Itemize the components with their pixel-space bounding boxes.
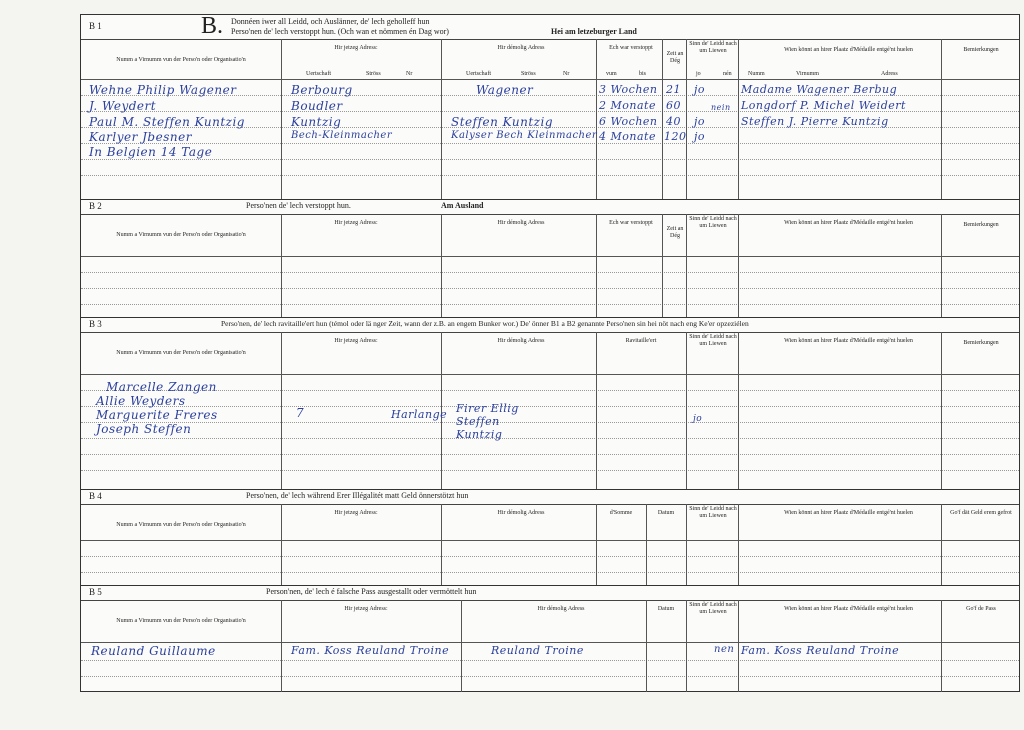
- section-b3: [81, 317, 1019, 490]
- b3-name-3: Marguerite Freres: [96, 408, 218, 422]
- b1-name-1: Wehne Philip Wagener: [89, 83, 237, 97]
- section-id: B 2: [89, 201, 102, 211]
- section-id: B 3: [89, 319, 102, 329]
- section-b1: [81, 15, 1019, 199]
- section-note: Hei am letzeburger Land: [551, 27, 637, 36]
- col-sinn: Sinn de' Leidd nach um Liewen: [689, 41, 737, 54]
- col-rav: Ravitaille'ert: [625, 338, 657, 344]
- b3-adr2: Firer Ellig Steffen Kuntzig: [456, 402, 519, 441]
- col-name: Numm a Virnumm vun der Perso'n oder Organisatio'n: [116, 350, 246, 356]
- col-name: Numm a Virnumm vun der Perso'n oder Organisatio'n: [116, 232, 246, 238]
- section-b2: [81, 199, 1019, 318]
- b5-name: Reuland Guillaume: [91, 644, 216, 658]
- b1-medal-2: Longdorf P. Michel Weidert: [741, 99, 906, 112]
- sub-jo: jo: [696, 71, 701, 77]
- col-somme: d'Somme: [609, 510, 633, 516]
- col-now: Hir jetzeg Adress:: [334, 220, 378, 226]
- b1-days-3: 40: [666, 115, 681, 128]
- col-medal: Wien könnt an hirer Plaatz d'Médaille entgé'nt huelen: [784, 606, 913, 612]
- b1-adr-2: Boudler: [291, 99, 343, 113]
- b1-hid-2: 2 Monate: [599, 99, 656, 112]
- col-pass: Go'f de Pass: [966, 606, 996, 612]
- sub-str2: Ströss: [521, 71, 536, 77]
- sub-numm: Numm: [748, 71, 765, 77]
- section-title: Person'nen, de' lech é falsche Pass ausgestallt oder vermöttelt hun: [266, 587, 477, 596]
- col-now: Hir jetzeg Adress:: [334, 45, 378, 51]
- b1-adr-1: Berbourg: [291, 83, 353, 97]
- col-sinn: Sinn de' Leidd nach um Liewen: [689, 602, 737, 615]
- section-id: B 1: [89, 21, 102, 31]
- col-name: Numm a Virnumm vun der Perso'n oder Organisatio'n: [116, 522, 246, 528]
- b1-alive-3: jo: [694, 115, 706, 128]
- col-rem: Bemierkungen: [963, 340, 999, 346]
- col-sinn: Sinn de' Leidd nach um Liewen: [689, 334, 737, 347]
- col-zeit: Zeit an Dég: [666, 226, 684, 239]
- b1-old-4: Kalyser Bech Kleinmacher: [451, 130, 598, 141]
- b1-alive-1: jo: [694, 83, 706, 96]
- b1-adr-3: Kuntzig: [291, 115, 342, 129]
- b1-days-2: 60: [666, 99, 681, 112]
- b3-jo: jo: [693, 414, 703, 424]
- col-hid: Ech war verstoppt: [609, 45, 653, 51]
- col-now: Hir jetzeg Adress:: [334, 510, 378, 516]
- sub-adr: Adress: [881, 71, 898, 77]
- section-b4: [81, 489, 1019, 586]
- col-old: Hir démolig Adress: [497, 45, 545, 51]
- col-rem: Bemierkungen: [963, 222, 999, 228]
- b1-hid-3: 6 Wochen: [599, 115, 658, 128]
- section-title: Perso'nen, de' lech während Erer Illégalitét matt Geld önnerstötzt hun: [246, 491, 469, 500]
- sub-ort2: Uertschaft: [466, 71, 491, 77]
- b5-old: Reuland Troine: [491, 644, 584, 657]
- section-title: Perso'nen de' lech verstoppt hun.: [246, 201, 351, 210]
- col-sinn: Sinn de' Leidd nach um Liewen: [689, 216, 737, 229]
- col-medal: Wien könnt an hirer Plaatz d'Médaille entgé'nt huelen: [784, 510, 913, 516]
- col-sinn: Sinn de' Leidd nach um Liewen: [689, 506, 737, 519]
- col-geld: Go'f dät Geld erem gefrot: [950, 510, 1012, 516]
- col-hid: Ech war verstoppt: [609, 220, 653, 226]
- col-datum: Datum: [657, 606, 675, 612]
- sub-nr2: Nr: [563, 71, 570, 77]
- section-id: B 5: [89, 587, 102, 597]
- b1-adr-4: Bech-Kleinmacher: [291, 130, 393, 141]
- col-old: Hir démolig Adress: [537, 606, 585, 612]
- section-title: Perso'nen, de' lech ravitaille'ert hun (témol oder lä nger Zeit, wann der z.B. an engem Bunker wor.) De' önner B1 a B2 genannte Perso'nen sin hei nöt nach eng Ke'er opzeziélen: [221, 319, 749, 328]
- sub-virnumm: Virnumm: [796, 71, 819, 77]
- section-title: Donnéen iwer all Leidd, och Auslänner, de' lech geholleff hun: [231, 17, 430, 26]
- b1-alive-4: jo: [694, 130, 706, 143]
- b1-days-1: 21: [666, 83, 681, 96]
- b5-nen: nen: [714, 644, 735, 655]
- section-letter: B.: [201, 13, 224, 39]
- col-now: Hir jetzeg Adress:: [344, 606, 388, 612]
- col-medal: Wien könnt an hirer Plaatz d'Médaille entgé'nt huelen: [784, 220, 913, 226]
- col-medal: Wien könnt an hirer Plaatz d'Médaille entgé'nt huelen: [784, 47, 913, 53]
- section-b5: [81, 585, 1019, 692]
- section-note: Am Ausland: [441, 201, 484, 210]
- sub-vum: vum: [606, 71, 617, 77]
- b3-name-2: Allie Weyders: [96, 394, 186, 408]
- form-sheet: [80, 14, 1020, 692]
- col-old: Hir démolig Adress: [497, 220, 545, 226]
- col-rem: Bemierkungen: [963, 47, 999, 53]
- sub-nr: Nr: [406, 71, 413, 77]
- b3-name-1: Marcelle Zangen: [106, 380, 217, 394]
- b3-nr: 7: [296, 406, 305, 420]
- b1-name-2: J. Weydert: [89, 99, 157, 113]
- sub-nen: nén: [723, 71, 732, 77]
- b1-hid-4: 4 Monate: [599, 130, 656, 143]
- section-id: B 4: [89, 491, 102, 501]
- col-medal: Wien könnt an hirer Plaatz d'Médaille entgé'nt huelen: [784, 338, 913, 344]
- col-name: Numm a Virnumm vun der Perso'n oder Organisatio'n: [116, 618, 246, 624]
- col-name: Numm a Virnumm vun der Perso'n oder Organisatio'n: [116, 57, 246, 63]
- b1-old-1: Wagener: [476, 83, 534, 97]
- sub-ort: Uertschaft: [306, 71, 331, 77]
- b1-name-3: Paul M. Steffen Kuntzig: [89, 115, 245, 129]
- b5-adr: Fam. Koss Reuland Troine: [291, 644, 450, 657]
- b1-old-3: Steffen Kuntzig: [451, 115, 553, 129]
- section-subtitle: Perso'nen de' lech verstoppt hun. (Och wan et nömmen én Dag wor): [231, 27, 449, 36]
- b3-name-4: Joseph Steffen: [96, 422, 192, 436]
- col-zeit: Zeit an Dég: [666, 51, 684, 64]
- b1-alive-2: nein: [711, 103, 731, 112]
- b1-medal-3: Steffen J. Pierre Kuntzig: [741, 115, 889, 128]
- sub-str: Ströss: [366, 71, 381, 77]
- b1-days-4: 120: [664, 130, 687, 143]
- b1-medal-1: Madame Wagener Berbug: [741, 83, 898, 96]
- b1-name-5: In Belgien 14 Tage: [89, 145, 213, 159]
- sub-bis: bis: [639, 71, 647, 77]
- b3-adr: Harlange: [391, 408, 448, 421]
- b5-medal: Fam. Koss Reuland Troine: [741, 644, 900, 657]
- b1-name-4: Karlyer Jbesner: [89, 130, 192, 144]
- col-datum: Datum: [657, 510, 675, 516]
- b1-hid-1: 3 Wochen: [599, 83, 658, 96]
- col-old: Hir démolig Adress: [497, 510, 545, 516]
- col-old: Hir démolig Adress: [497, 338, 545, 344]
- col-now: Hir jetzeg Adress:: [334, 338, 378, 344]
